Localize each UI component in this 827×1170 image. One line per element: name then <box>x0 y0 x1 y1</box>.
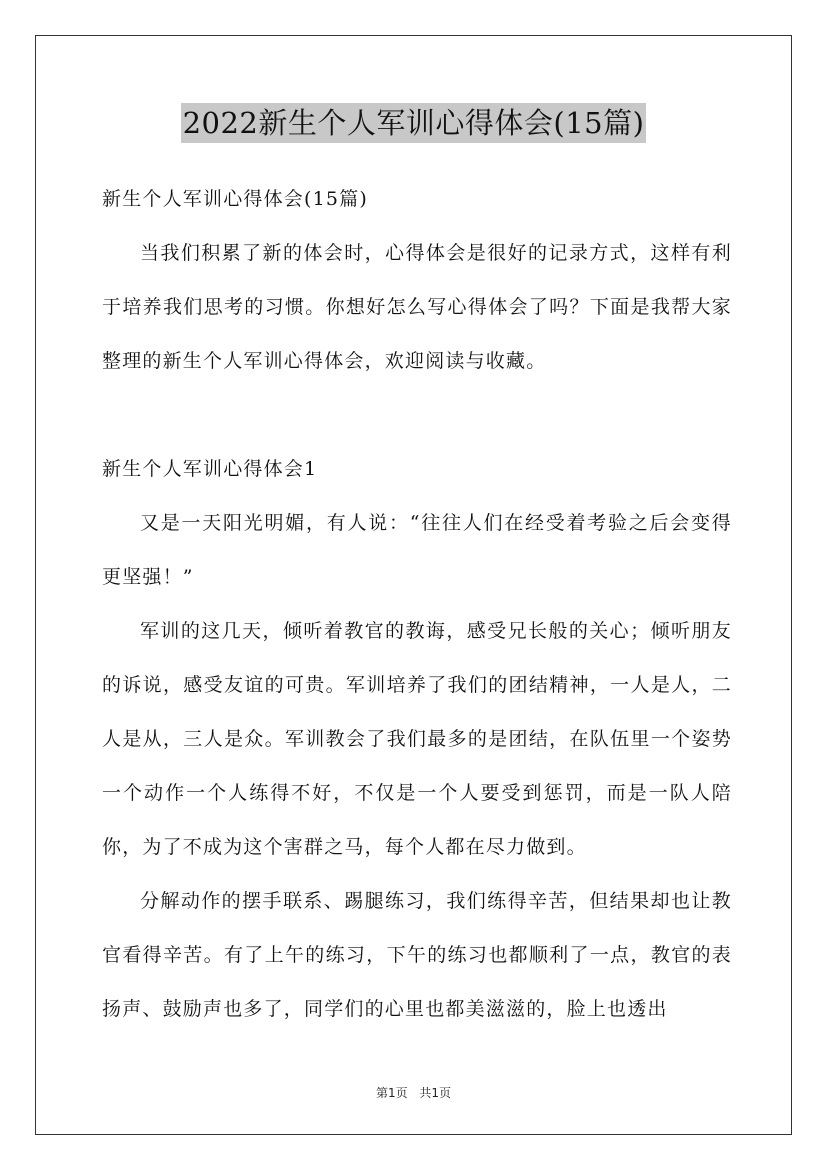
body-paragraph-1: 又是一天阳光明媚，有人说：“往往人们在经受着考验之后会变得更坚强！” <box>102 512 732 588</box>
page-total: 共1页 <box>419 1086 452 1100</box>
document-subtitle: 新生个人军训心得体会(15篇) <box>102 188 369 210</box>
document-title-text: 2022新生个人军训心得体会(15篇) <box>181 103 647 143</box>
intro-paragraph: 当我们积累了新的体会时，心得体会是很好的记录方式，这样有利于培养我们思考的习惯。你想好怎么写心得体会了吗？下面是我帮大家整理的新生个人军训心得体会，欢迎阅读与收藏。 <box>102 242 732 372</box>
page-number: 第1页 <box>375 1086 408 1100</box>
page-footer <box>0 1084 827 1101</box>
section-heading: 新生个人军训心得体会1 <box>102 458 318 480</box>
document-body <box>102 172 732 1036</box>
paragraph-gap <box>102 388 732 442</box>
document-title <box>0 103 827 143</box>
body-paragraph-3: 分解动作的摆手联系、踢腿练习，我们练得辛苦，但结果却也让教官看得辛苦。有了上午的练习，下午的练习也都顺利了一点，教官的表扬声、鼓励声也多了，同学们的心里也都美滋滋的，脸上也透出 <box>102 890 732 1020</box>
body-paragraph-2: 军训的这几天，倾听着教官的教诲，感受兄长般的关心；倾听朋友的诉说，感受友谊的可贵。军训培养了我们的团结精神，一人是人，二人是从，三人是众。军训教会了我们最多的是团结，在队伍里一个姿势一个动作一个人练得不好，不仅是一个人要受到惩罚，而是一队人陪你，为了不成为这个害群之马，每个人都在尽力做到。 <box>102 620 732 858</box>
